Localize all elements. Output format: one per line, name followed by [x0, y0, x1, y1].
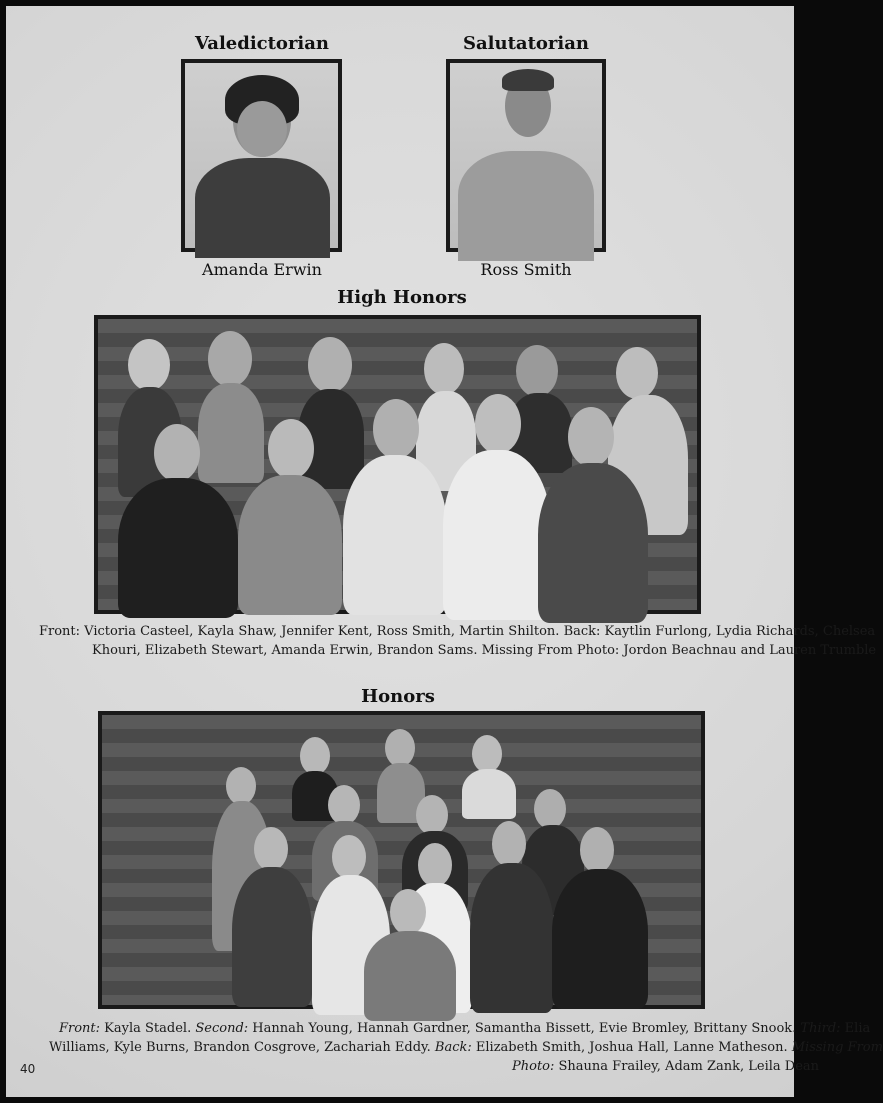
honors-caption-line-3	[512, 1057, 819, 1076]
missing-label-b: Photo:	[512, 1059, 555, 1074]
second-names: Hannah Young, Hannah Gardner, Samantha Bissett, Evie Bromley, Brittany Snook.	[248, 1021, 801, 1036]
third-label: Third:	[800, 1021, 841, 1036]
yearbook-page	[6, 6, 883, 1097]
high-honors-photo	[94, 315, 701, 614]
back-names: Elizabeth Smith, Joshua Hall, Lanne Matheson.	[471, 1040, 792, 1055]
honors-photo	[98, 711, 705, 1009]
missing-label-a: Missing From	[791, 1040, 883, 1055]
page-number: 40	[20, 1062, 36, 1076]
valedictorian-heading: Valedictorian	[194, 33, 330, 54]
high-honors-heading: High Honors	[337, 287, 467, 308]
honors-heading: Honors	[361, 686, 435, 707]
third-names-b: Williams, Kyle Burns, Brandon Cosgrove, Zachariah Eddy.	[49, 1040, 435, 1055]
high-honors-caption-line-1: Front: Victoria Casteel, Kayla Shaw, Jennifer Kent, Ross Smith, Martin Shilton. Back: Kaytlin Furlong, Lydia Richards, Chelsea	[39, 624, 876, 639]
front-names: Kayla Stadel.	[100, 1021, 196, 1036]
front-label: Front:	[59, 1021, 101, 1036]
salutatorian-photo	[446, 59, 606, 252]
back-label: Back:	[434, 1040, 472, 1055]
second-label: Second:	[195, 1021, 249, 1036]
honors-caption-line-1	[59, 1019, 870, 1038]
salutatorian-heading: Salutatorian	[463, 33, 589, 54]
high-honors-caption-line-2: Khouri, Elizabeth Stewart, Amanda Erwin, Brandon Sams. Missing From Photo: Jordon Beachnau and Lauren Trumble	[92, 643, 877, 658]
third-names-a: Elia	[840, 1021, 871, 1036]
valedictorian-name: Amanda Erwin	[202, 260, 322, 279]
missing-names: Shauna Frailey, Adam Zank, Leila Dean	[554, 1059, 820, 1074]
salutatorian-name: Ross Smith	[480, 260, 572, 279]
valedictorian-photo	[181, 59, 342, 252]
honors-caption-line-2	[49, 1038, 883, 1057]
